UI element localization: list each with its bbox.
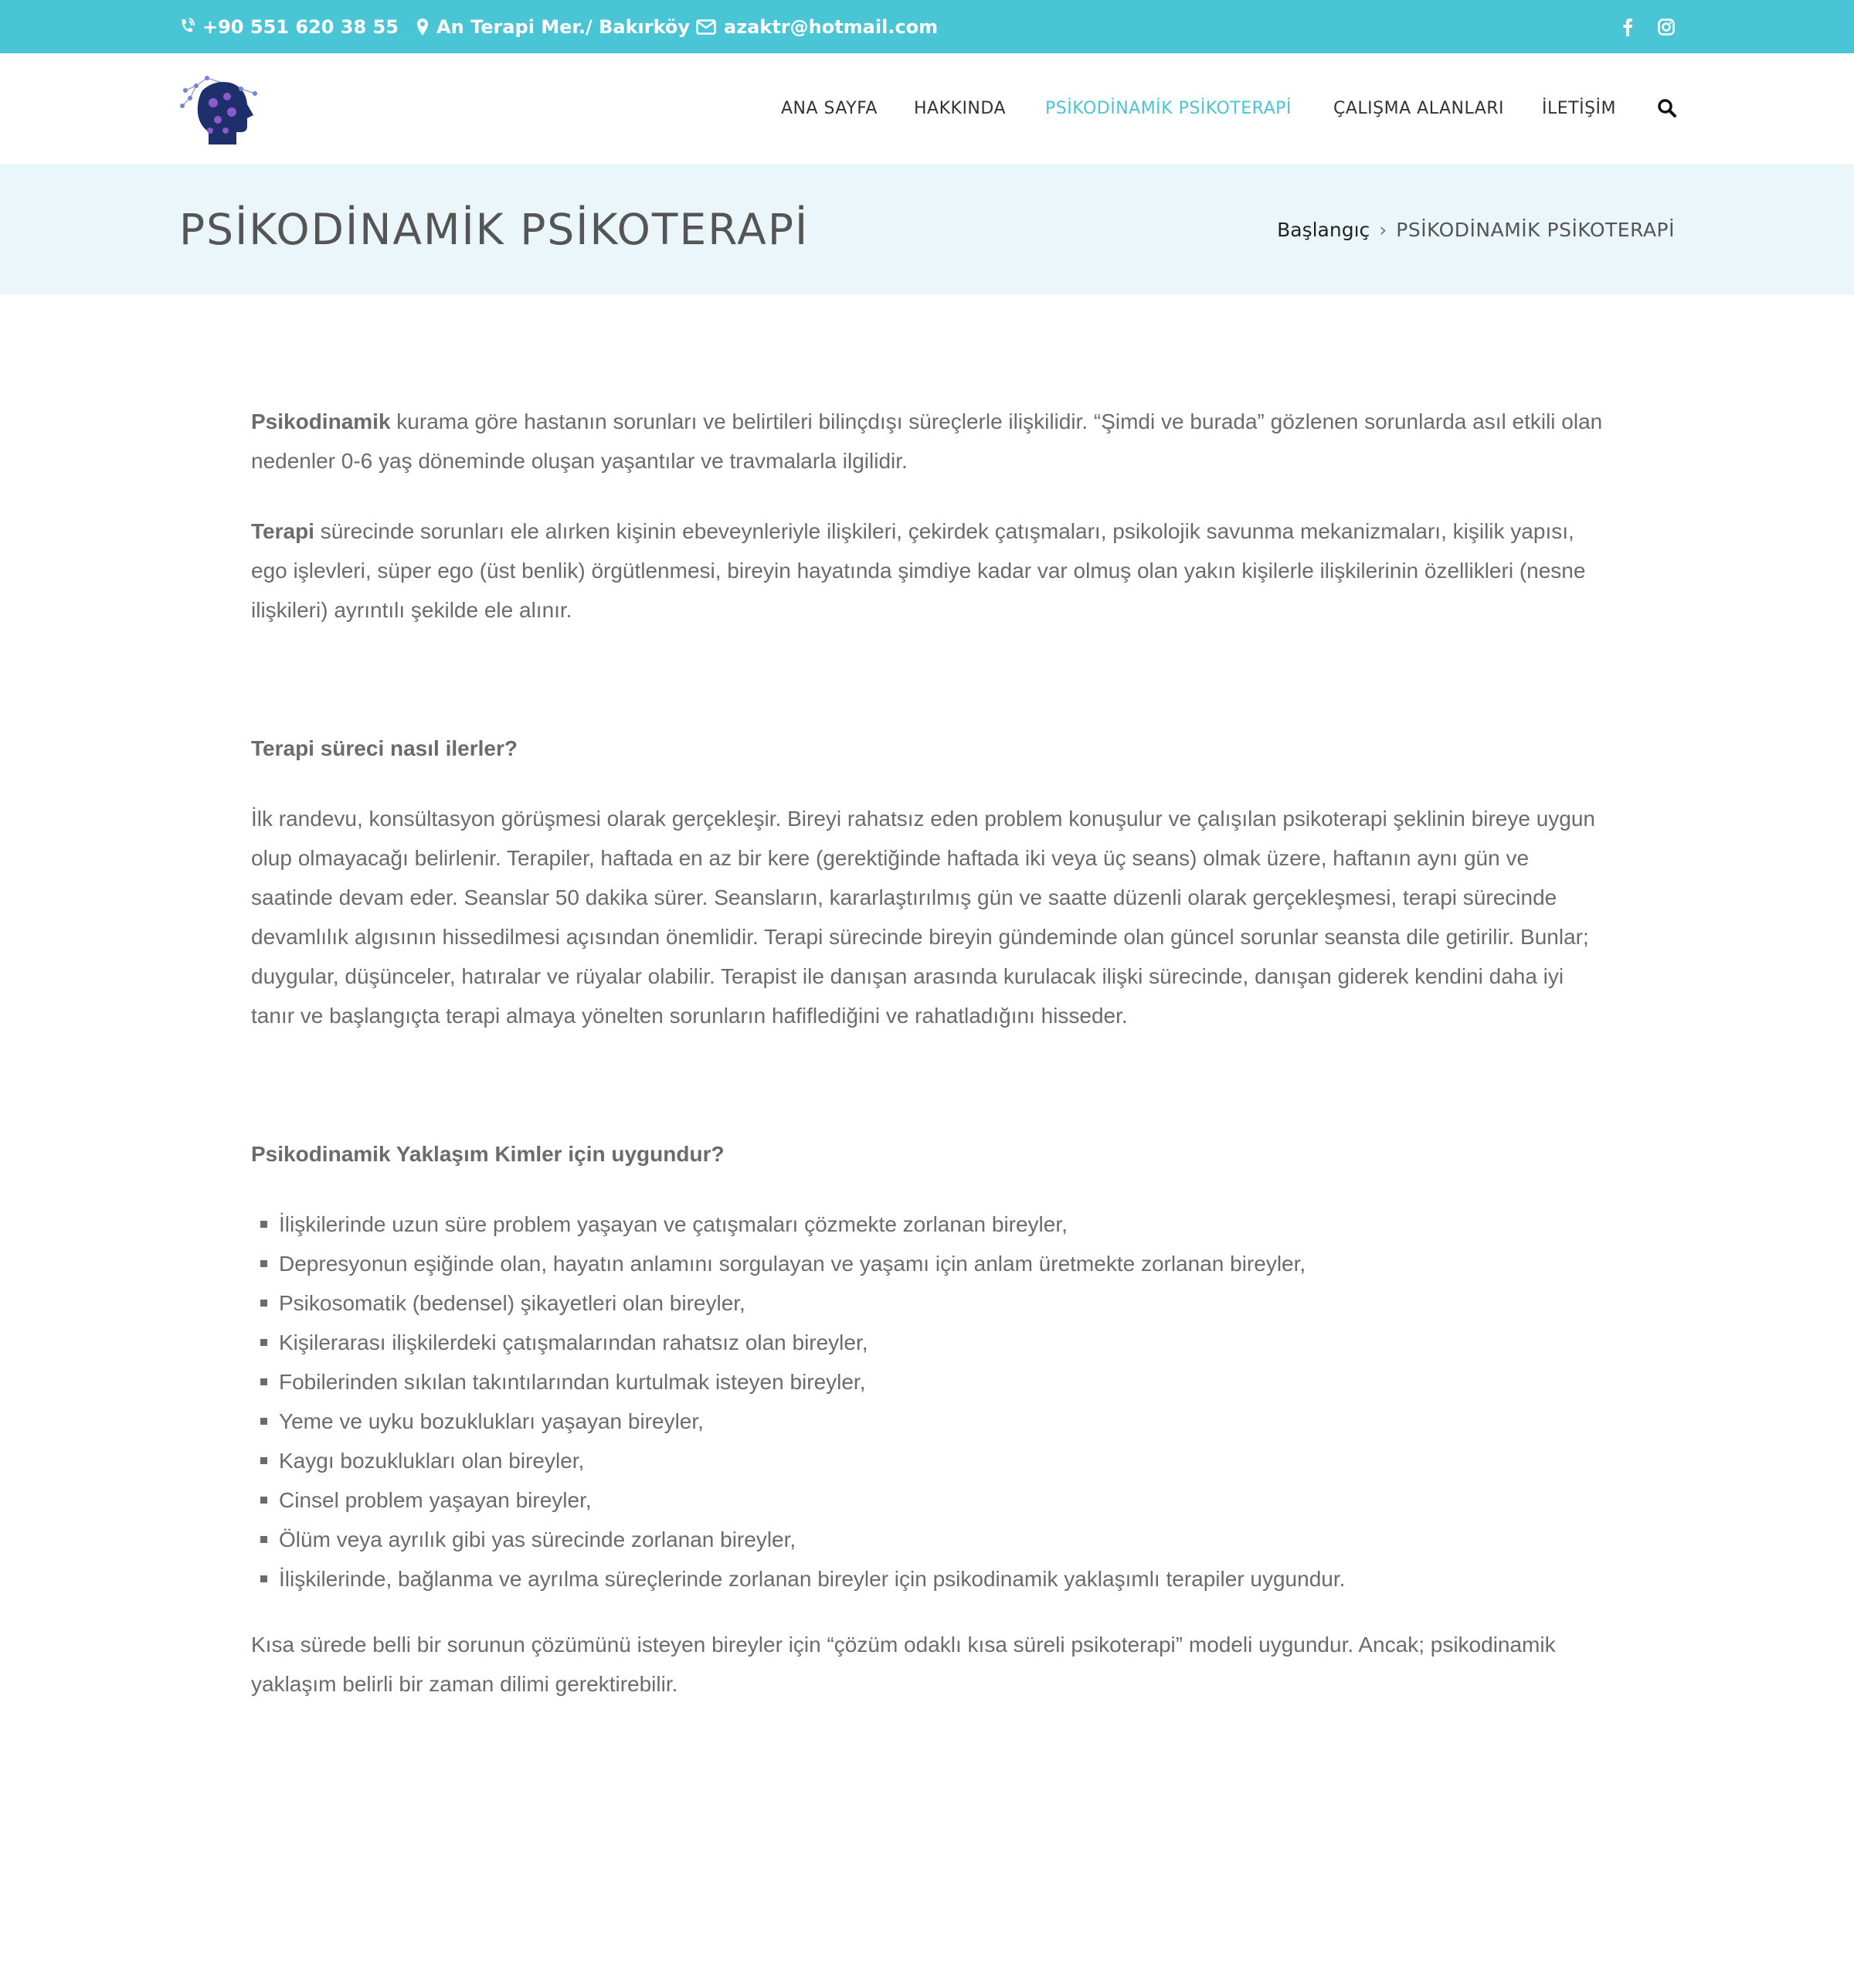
therapy-paragraph xyxy=(251,511,1611,630)
search-button[interactable] xyxy=(1657,98,1677,118)
phone-contact[interactable] xyxy=(179,0,399,53)
email-contact[interactable] xyxy=(696,0,938,53)
top-contact-bar xyxy=(0,0,1854,53)
suitability-list xyxy=(251,1205,1611,1599)
list-item: İlişkilerinde uzun süre problem yaşayan ve çatışmaları çözmekte zorlanan bireyler, xyxy=(251,1205,1611,1244)
list-item: Psikosomatik (bedensel) şikayetleri olan bireyler, xyxy=(251,1283,1611,1323)
search-icon xyxy=(1657,98,1677,118)
phone-icon xyxy=(179,18,195,36)
list-item: Cinsel problem yaşayan bireyler, xyxy=(251,1480,1611,1520)
facebook-link[interactable] xyxy=(1622,0,1633,53)
closing-paragraph: Kısa sürede belli bir sorunun çözümünü isteyen bireyler için “çözüm odaklı kısa süreli psikoterapi” modeli uygundur. Ancak; psikodinamik yaklaşım belirli bir zaman dilimi gerektirebilir. xyxy=(251,1633,1556,1696)
list-item: Ölüm veya ayrılık gibi yas sürecinde zorlanan bireyler, xyxy=(251,1520,1611,1559)
page-title-bar xyxy=(0,164,1854,295)
page-title: PSİKODİNAMİK PSİKOTERAPİ xyxy=(179,205,810,254)
email-address: azaktr@hotmail.com xyxy=(724,15,939,38)
process-paragraph: İlk randevu, konsültasyon görüşmesi olarak gerçekleşir. Bireyi rahatsız eden problem konuşulur ve çalışılan psikoterapi şeklinin bireye uygun olup olmayacağı belirlenir. Terapiler, haftada en az bir kere (gerektiğinde haftada iki veya üç seans) olmak üzere, haftanın aynı gün ve saatinde devam eder. Seanslar 50 dakika sürer. Seansların, kararlaştırılmış gün ve saatte düzenli olarak gerçekleşmesi, terapi sürecinde devamlılık algısının hissedilmesi açısından önemlidir. Terapi sürecinde bireyin gündeminde olan güncel sorunlar seansta dile getirilir. Bunlar; duygular, düşünceler, hatıralar ve rüyalar olabilir. Terapist ile danışan arasında kurulacak ilişki sürecinde, danışan giderek kendini daha iyi tanır ve başlangıçta terapi almaya yönelten sorunların hafiflediğini ve rahatladığını hisseder. xyxy=(251,807,1595,1028)
map-marker-icon xyxy=(416,18,429,36)
list-item: Kaygı bozuklukları olan bireyler, xyxy=(251,1441,1611,1480)
list-item: Depresyonun eşiğinde olan, hayatın anlamını sorgulayan ve yaşamı için anlam üretmekte zorlanan bireyler, xyxy=(251,1244,1611,1283)
address-contact xyxy=(416,0,690,53)
breadcrumb xyxy=(1277,164,1675,295)
site-logo[interactable] xyxy=(179,75,260,148)
phone-number: +90 551 620 38 55 xyxy=(202,15,399,38)
envelope-icon xyxy=(696,19,716,35)
nav-hakkinda[interactable]: HAKKINDA xyxy=(914,99,1006,118)
address-text: An Terapi Mer./ Bakırköy xyxy=(436,15,691,38)
breadcrumb-home-link[interactable]: Başlangıç xyxy=(1277,218,1370,241)
main-content xyxy=(251,402,1611,1704)
list-item: Kişilerarası ilişkilerdeki çatışmalarından rahatsız olan bireyler, xyxy=(251,1323,1611,1362)
nav-ana-sayfa[interactable]: ANA SAYFA xyxy=(781,99,878,118)
nav-calisma-alanlari[interactable]: ÇALIŞMA ALANLARI xyxy=(1333,99,1505,118)
site-header xyxy=(0,53,1854,164)
instagram-link[interactable] xyxy=(1658,0,1675,53)
intro-paragraph xyxy=(251,402,1611,481)
intro-text: kurama göre hastanın sorunları ve belirtileri bilinçdışı süreçlerle ilişkilidir. “Şimdi ve burada” gözlenen sorunlarda asıl etkili olan nedenler 0-6 yaş döneminde oluşan yaşantılar ve travmalarla ilgilidir. xyxy=(251,409,1603,473)
breadcrumb-separator: › xyxy=(1379,218,1387,241)
section-heading-process: Terapi süreci nasıl ilerler? xyxy=(251,736,518,760)
facebook-icon xyxy=(1622,18,1633,36)
list-item: Fobilerinden sıkılan takıntılarından kurtulmak isteyen bireyler, xyxy=(251,1362,1611,1402)
nav-iletisim[interactable]: İLETİŞİM xyxy=(1542,99,1617,118)
list-item: Yeme ve uyku bozuklukları yaşayan bireyler, xyxy=(251,1402,1611,1441)
intro-term: Psikodinamik xyxy=(251,409,391,433)
nav-psikodinamik-psikoterapi[interactable]: PSİKODİNAMİK PSİKOTERAPİ xyxy=(1045,99,1292,118)
therapy-text: sürecinde sorunları ele alırken kişinin ebeveynleriyle ilişkileri, çekirdek çatışmaları, psikolojik savunma mekanizmaları, kişilik yapısı, ego işlevleri, süper ego (üst benlik) örgütlenmesi, bireyin hayatında şimdiye kadar var olmuş olan yakın kişilerle ilişkilerinin özellikleri (nesne ilişkileri) ayrıntılı şekilde ele alınır. xyxy=(251,519,1586,622)
head-network-logo-icon xyxy=(179,75,260,148)
instagram-icon xyxy=(1658,19,1675,36)
breadcrumb-current: PSİKODİNAMİK PSİKOTERAPİ xyxy=(1396,218,1675,241)
list-item: İlişkilerinde, bağlanma ve ayrılma süreçlerinde zorlanan bireyler için psikodinamik yaklaşımlı terapiler uygundur. xyxy=(251,1559,1611,1599)
therapy-term: Terapi xyxy=(251,519,314,543)
section-heading-suitability: Psikodinamik Yaklaşım Kimler için uygundur? xyxy=(251,1142,725,1166)
